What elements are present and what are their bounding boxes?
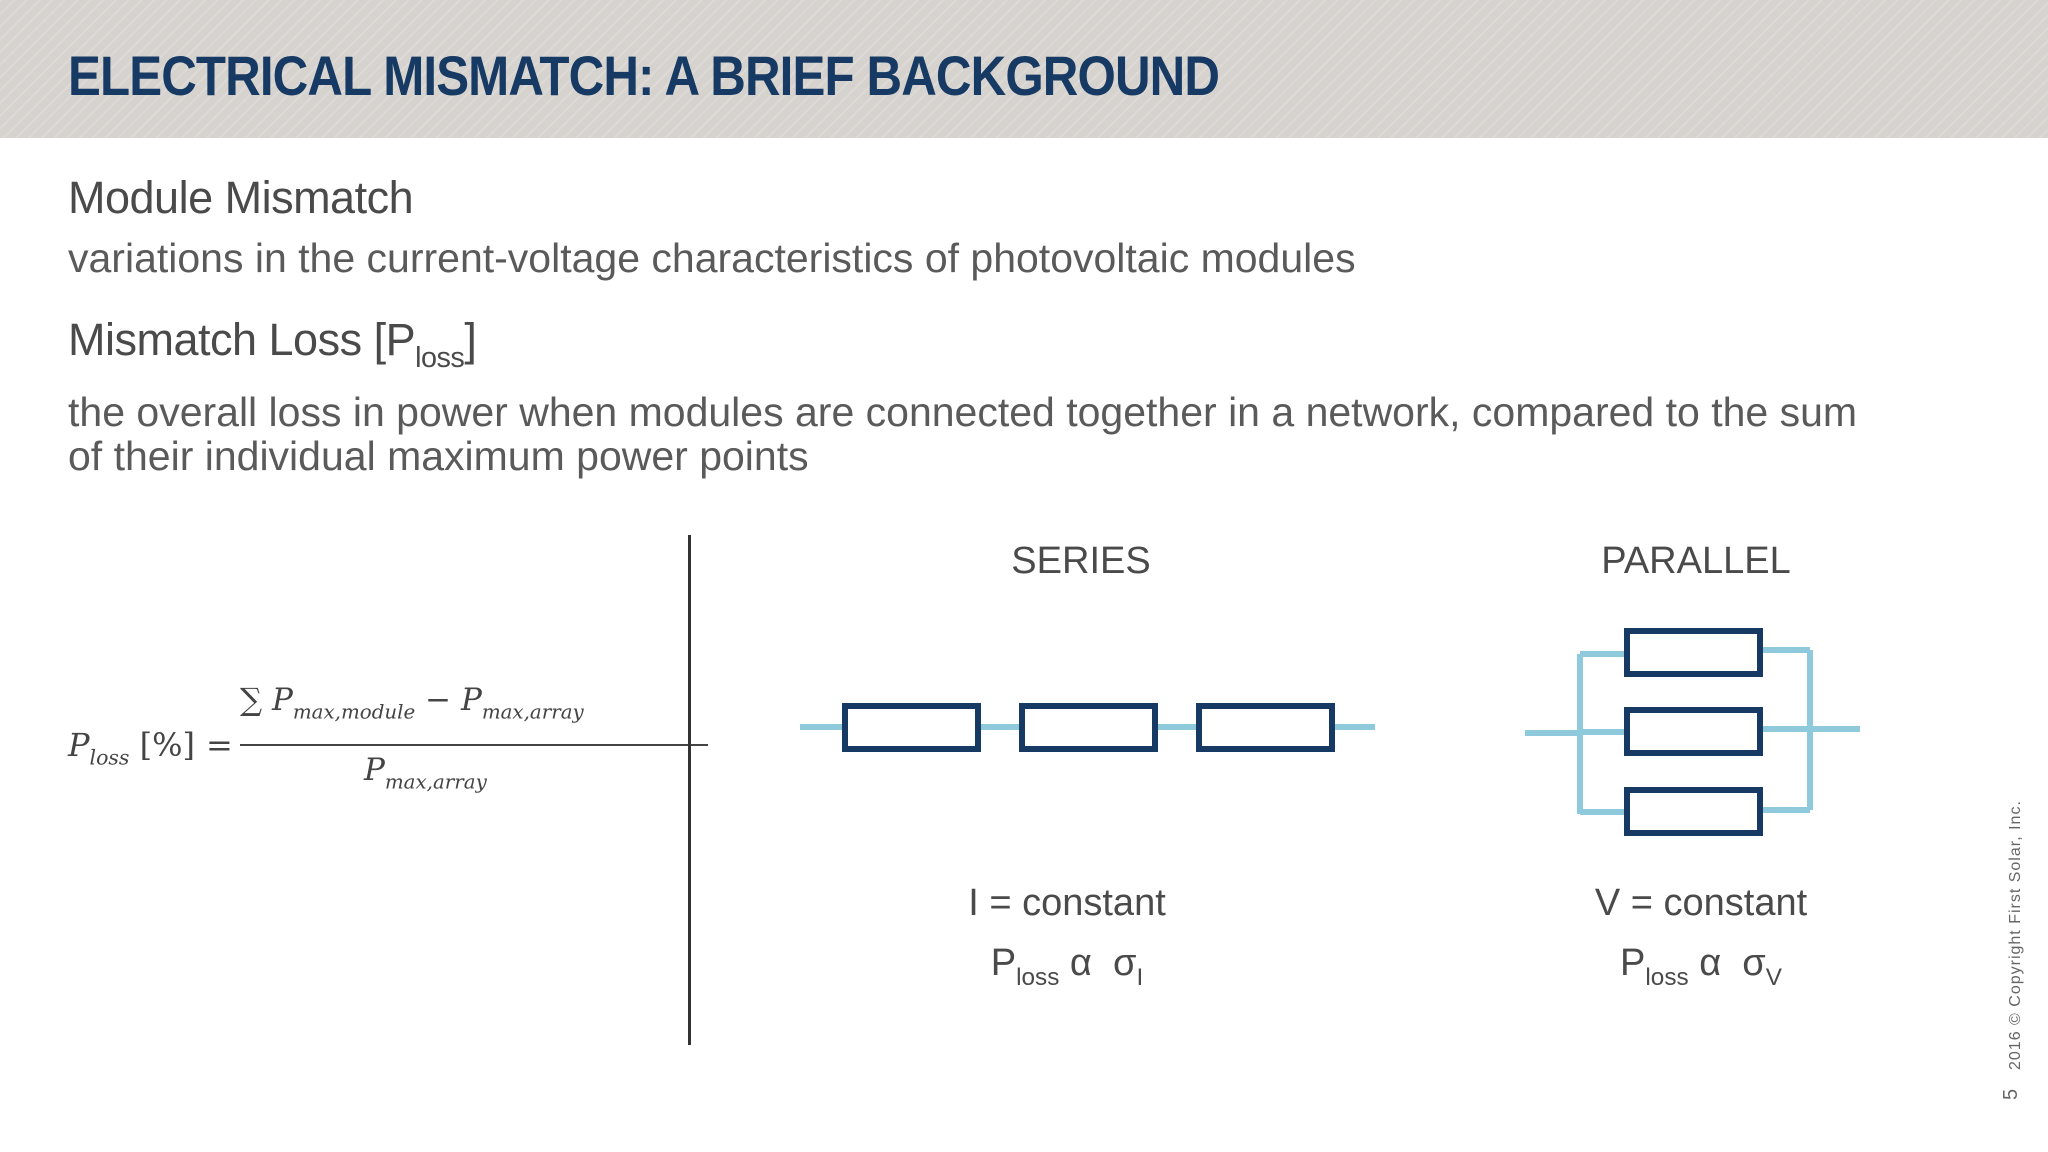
copyright-notice: 2016 © Copyright First Solar, Inc. — [2007, 800, 2024, 1070]
slide-title: ELECTRICAL MISMATCH: A BRIEF BACKGROUND — [68, 44, 1220, 107]
formula-numerator: ∑ $P_{max,module} - P_{max,array}$ — [240, 682, 584, 724]
header-banner — [0, 0, 2048, 138]
mismatch-loss-definition-line1: the overall loss in power when modules are connected together in a network, compared to the sum — [68, 389, 1858, 435]
series-module-1 — [845, 706, 978, 749]
formula-denominator: $P_{max,array}$ — [364, 752, 487, 794]
series-modules — [845, 706, 1332, 749]
parallel-modules — [1627, 631, 1760, 833]
formula-equals: = — [206, 726, 233, 764]
series-loss-relation: $P_{loss}$ α $\sigma_I$ — [990, 942, 1144, 992]
series-module-2 — [1022, 706, 1155, 749]
page-number: 5 — [2000, 1088, 2022, 1100]
series-circuit-diagram — [795, 695, 1380, 765]
parallel-circuit-diagram — [1520, 620, 1870, 850]
parallel-module-3 — [1627, 790, 1760, 833]
parallel-module-2 — [1627, 710, 1760, 753]
parallel-loss-relation: $P_{loss}$ α $\sigma_V$ — [1620, 942, 1782, 992]
parallel-relation: V = constant — [1594, 882, 1808, 924]
module-mismatch-definition: variations in the current-voltage characteristics of photovoltaic modules — [68, 235, 1356, 281]
parallel-module-1 — [1627, 631, 1760, 674]
series-label: SERIES — [1011, 540, 1151, 582]
vertical-divider — [688, 535, 691, 1045]
module-mismatch-heading: Module Mismatch — [68, 172, 414, 223]
series-relation: I = constant — [968, 882, 1166, 924]
series-module-3 — [1199, 706, 1332, 749]
formula-lhs: $P_{loss}$ [%] — [68, 726, 195, 770]
mismatch-loss-heading: Mismatch Loss $[P_{loss}]$ — [68, 314, 477, 375]
parallel-label: PARALLEL — [1601, 540, 1791, 582]
mismatch-loss-definition-line2: of their individual maximum power points — [68, 433, 809, 479]
formula-fraction-bar — [240, 744, 708, 746]
